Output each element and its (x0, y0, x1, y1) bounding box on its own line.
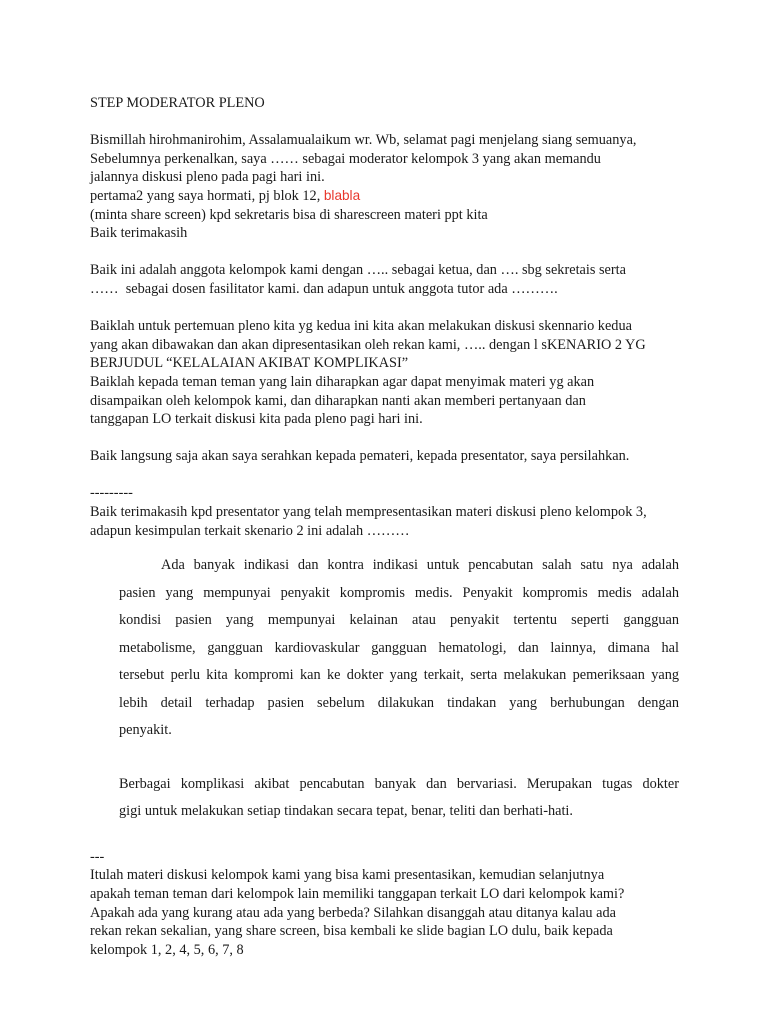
document-title (90, 94, 690, 113)
conclusion-line: penyakit. (119, 722, 172, 739)
opening-line: jalannya diskusi pleno pada pagi hari ini. (90, 169, 325, 186)
conclusion-line: Ada banyak indikasi dan kontra indikasi untuk pencabutan salah satu nya adalah (161, 557, 679, 574)
greeting-line (90, 187, 690, 206)
opening-line: Sebelumnya perkenalkan, saya …… sebagai moderator kelompok 3 yang akan memandu (90, 150, 601, 167)
closing-line: Baik terimakasih kpd presentator yang telah mempresentasikan materi diskusi pleno kelompok 3, (90, 504, 647, 521)
closing-paragraph (90, 484, 690, 540)
members-paragraph (90, 261, 690, 298)
scenario-line: disampaikan oleh kelompok kami, dan diharapkan nanti akan memberi pertanyaan dan (90, 392, 586, 409)
conclusion-line: metabolisme, gangguan kardiovaskular gangguan hematologi, dan lainnya, dimana hal (119, 639, 679, 656)
final-line: apakah teman teman dari kelompok lain memiliki tanggapan terkait LO dari kelompok kami? (90, 885, 625, 902)
conclusion-line: tersebut perlu kita kompromi kan ke dokter yang terkait, serta melakukan pemeriksaan yang (119, 667, 679, 684)
thanks-line: Baik terimakasih (90, 225, 188, 242)
conclusion-line: lebih detail terhadap pasien sebelum dilakukan tindakan yang berhubungan dengan (119, 694, 679, 711)
scenario-line: yang akan dibawakan dan akan dipresentasikan oleh rekan kami, ….. dengan l sKENARIO 2 YG (90, 336, 646, 353)
final-line: Apakah ada yang kurang atau ada yang berbeda? Silahkan disanggah atau ditanya kalau ada (90, 904, 616, 921)
conclusion-line: pasien yang mempunyai penyakit kompromis medis. Penyakit kompromis medis adalah (119, 584, 679, 601)
final-line: Itulah materi diskusi kelompok kami yang bisa kami presentasikan, kemudian selanjutnya (90, 867, 605, 884)
scenario-line: Baiklah kepada teman teman yang lain diharapkan agar dapat menyimak materi yg akan (90, 373, 595, 390)
members-line: Baik ini adalah anggota kelompok kami dengan ….. sebagai ketua, dan …. sbg sekretais serta (90, 262, 626, 279)
document-page (90, 94, 690, 959)
conclusion-paragraph-1 (119, 552, 679, 745)
final-paragraph (90, 848, 690, 960)
greeting-text: pertama2 yang saya hormati, pj blok 12, (90, 187, 324, 204)
separator: --- (90, 848, 105, 865)
title-line: STEP MODERATOR PLENO (90, 95, 265, 111)
members-line: …… sebagai dosen fasilitator kami. dan adapun untuk anggota tutor ada ………. (90, 280, 558, 297)
scenario-line: Baiklah untuk pertemuan pleno kita yg kedua ini kita akan melakukan diskusi skennario kedua (90, 318, 632, 335)
share-screen-line: (minta share screen) kpd sekretaris bisa di sharescreen materi ppt kita (90, 206, 488, 223)
scenario-line: BERJUDUL “KELALAIAN AKIBAT KOMPLIKASI” (90, 355, 409, 372)
separator: --------- (90, 485, 133, 502)
conclusion-line: Berbagai komplikasi akibat pencabutan banyak dan bervariasi. Merupakan tugas dokter (119, 775, 679, 792)
conclusion-line: gigi untuk melakukan setiap tindakan secara tepat, benar, teliti dan berhati-hati. (119, 803, 573, 820)
scenario-paragraph (90, 317, 690, 429)
handover-paragraph (90, 447, 690, 466)
final-line: kelompok 1, 2, 4, 5, 6, 7, 8 (90, 941, 244, 958)
final-line: rekan rekan sekalian, yang share screen, bisa kembali ke slide bagian LO dulu, baik kepada (90, 923, 613, 940)
opening-line: Bismillah hirohmanirohim, Assalamualaikum wr. Wb, selamat pagi menjelang siang semuanya, (90, 132, 637, 149)
closing-line: adapun kesimpulan terkait skenario 2 ini adalah ……… (90, 522, 410, 539)
opening-paragraph (90, 131, 690, 243)
greeting-highlight: blabla (323, 187, 361, 203)
handover-line: Baik langsung saja akan saya serahkan kepada pemateri, kepada presentator, saya persilahkan. (90, 448, 630, 465)
conclusion-paragraph-2 (119, 771, 679, 826)
scenario-line: tanggapan LO terkait diskusi kita pada pleno pagi hari ini. (90, 411, 423, 428)
conclusion-line: kondisi pasien yang mempunyai kelainan atau penyakit tertentu seperti gangguan (119, 612, 679, 629)
